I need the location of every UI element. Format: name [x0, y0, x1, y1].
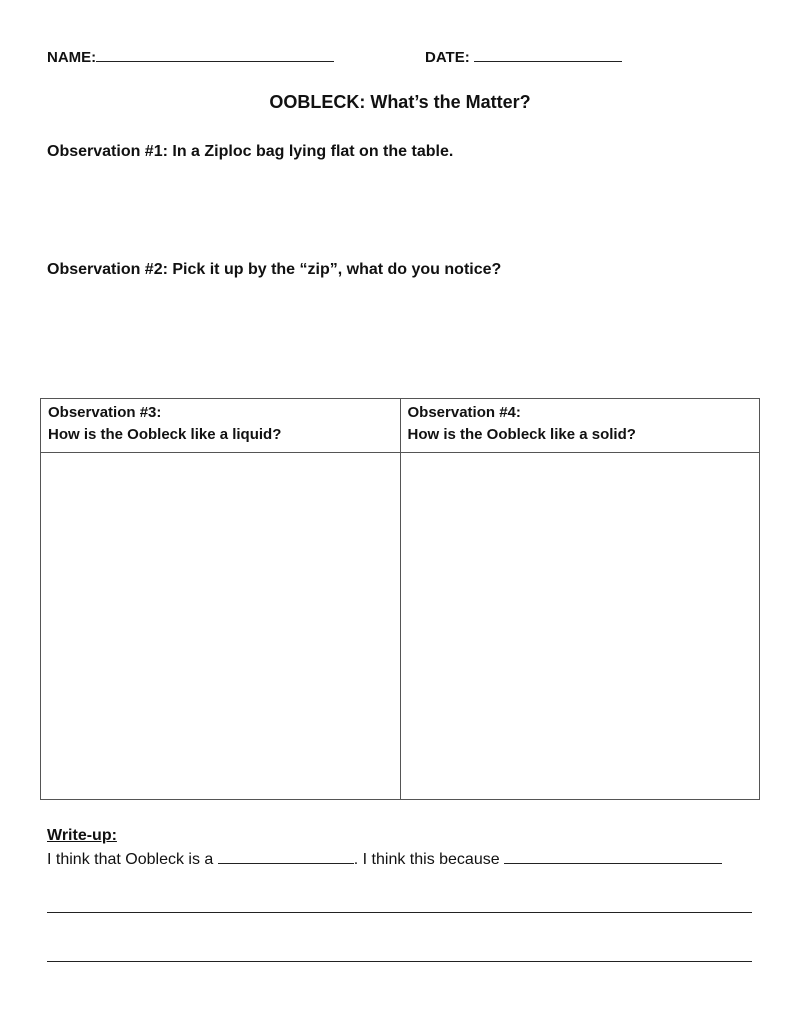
observation-4-title: Observation #4: — [407, 404, 521, 421]
date-field[interactable] — [474, 47, 622, 62]
observation-4-header — [400, 399, 760, 453]
writeup-label: Write-up: — [47, 827, 117, 844]
writeup-line-2[interactable] — [47, 961, 752, 962]
observation-2-prompt: Observation #2: Pick it up by the “zip”, what do you notice? — [47, 261, 502, 278]
writeup-line-1[interactable] — [47, 912, 752, 913]
observation-3-answer-area[interactable] — [41, 453, 401, 800]
page-title: OOBLECK: What’s the Matter? — [269, 92, 531, 112]
writeup-text-1: I think that Oobleck is a — [47, 851, 214, 868]
observation-4-answer-area[interactable] — [400, 453, 760, 800]
observation-3-header — [41, 399, 401, 453]
name-row — [47, 47, 334, 67]
reason-blank[interactable] — [504, 849, 722, 864]
observation-1-prompt: Observation #1: In a Ziploc bag lying flat on the table. — [47, 143, 454, 160]
matter-state-blank[interactable] — [218, 849, 354, 864]
date-label: DATE: — [425, 49, 470, 66]
writeup-text-2: . I think this because — [353, 851, 500, 868]
observation-3-question: How is the Oobleck like a liquid? — [48, 426, 282, 443]
date-row — [425, 47, 622, 67]
name-label: NAME: — [47, 49, 97, 66]
observation-table — [40, 398, 760, 800]
observation-3-title: Observation #3: — [48, 404, 162, 421]
writeup-sentence — [47, 849, 722, 869]
name-field[interactable] — [96, 47, 334, 62]
observation-4-question: How is the Oobleck like a solid? — [407, 426, 636, 443]
